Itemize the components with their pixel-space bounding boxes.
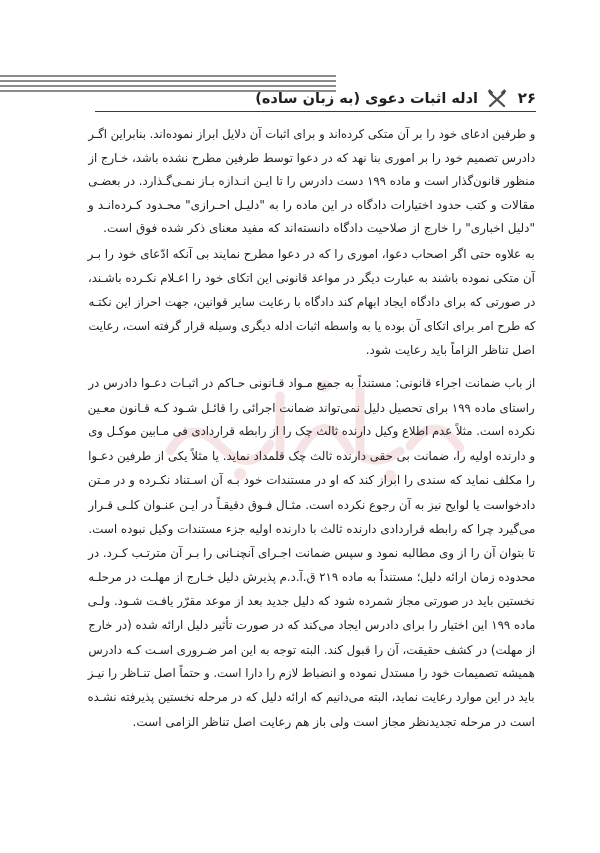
text-line: و طرفین ادعای خود را بر آن متکی کرده‌اند و برای اثبات آن دلایل ابراز نموده‌اند. بنابراین اگـر: [88, 127, 535, 141]
text-line: می‌گیرد چرا که رابطه قراردادی دارنده ثالث با دارنده اولیه جزء مستندات وکیل نبوده است.: [88, 522, 535, 536]
text-line: مقالات و کتب حدود اختیارات دادگاه در این ماده را به "دلیـل احـرازی" محـدود کـرده‌انـد و: [88, 198, 535, 212]
text-line: اصل تناظر الزاماً باید رعایت شود.: [365, 343, 535, 357]
text-line: باید در این موارد رعایت نماید، البته می‌دانیم که ارائه دلیل که در مرحله نخستین پذیرفته نشـده: [88, 690, 535, 704]
text-line: "دلیل اخباری" را خارج از صلاحیت دادگاه دانسته‌اند که مفید معنای ذکر شده فوق است.: [103, 221, 535, 235]
text-line: در صورتی که برای دادگاه ایجاد ابهام کند دادگاه با رعایت سایر قوانین، جهت احراز این نکتـه: [88, 295, 535, 309]
text-line: نخستین باید در صورتی مجاز شمرده شود که دلیل جدید بعد از موعد مقرّر یافـت شـود. ولـی: [88, 594, 535, 608]
crossed-ornament-icon: [487, 89, 507, 109]
text-line: به علاوه حتی اگر اصحاب دعوا، اموری را که در دعوا مطرح نمایند بی آنکه ادّعای خود را بـر: [88, 247, 535, 261]
text-line: و دارنده اولیه را، ضمانت بی حقی دارنده ثالث چک قلمداد نماید. یا مثلاً یکی از طرفین دعـوا: [88, 449, 535, 463]
text-line: که طرح امر برای اتکای آن بوده یا به واسطه اثبات ادله دیگری وسیله قرار گرفته است، رعایت: [88, 319, 535, 333]
text-line: ماده ۱۹۹ این اختیار را برای دادرس ایجاد می‌کند که در صورت تأثیر دلیل ارائه شده (در خارج: [88, 618, 535, 632]
text-line: آن متکی نموده باشند به عبارت دیگر در مواعد قانونی این اتکای خود را اعـلام نکـرده باشـند،: [88, 271, 535, 285]
page-number: ۲۶: [517, 89, 536, 107]
text-line: راستای ماده ۱۹۹ برای تحصیل دلیل نمی‌تواند ضمانت اجرائی را قائـل شـود کـه قـانون معـین: [88, 401, 535, 415]
page-title: ادله اثبات دعوی (به زبان ساده): [255, 91, 478, 107]
header-rule: [95, 111, 536, 112]
text-line: از باب ضمانت اجراء قانونی: مستنداً به جمیع مـواد قـانونی حـاکم در اثبـات دعـوا دادرس در: [88, 376, 535, 390]
text-line: دادرس تصمیم خود را بر اموری بنا نهد که در دعوا توسط طرفین مطرح نشده باشد، خـارج از: [88, 151, 535, 165]
text-line: است در مرحله تجدیدنظر مجاز است ولی باز هم رعایت اصل تناظر الزامی است.: [132, 715, 535, 729]
text-line: محدوده زمان ارائه دلیل؛ مستنداً به ماده ۲۱۹ ق.آ.د.م پذیرش دلیل خـارج از مهلـت در مرحلـه: [88, 570, 535, 584]
text-line: از مهلت) در کشف حقیقت، آن را قبول کند. البته توجه به این امر ضـروری اسـت کـه دادرس: [88, 643, 535, 657]
text-line: منظور قانون‌گذار است و ماده ۱۹۹ دست دادرس را تا ایـن انـدازه بـاز نمـی‌گـذارد. در بعضـی: [88, 174, 535, 188]
text-line: همیشه تصمیمات خود را مستدل نموده و انضباط لازم را دارا است. و حتماً اصل تنـاظر را نیـز: [88, 666, 535, 680]
text-line: تا بتوان آن را از وی مطالبه نمود و سپس ضمانت اجـرای آنچنـانی را بـر آن مترتـب کـرد. در: [88, 546, 535, 560]
text-line: را مکلف نماید که سندی را ابراز کند که او در مستندات خود بـه آن اسـتناد نکـرده و در مـتن: [88, 473, 535, 487]
text-line: نکرده است. مثلاً عدم اطلاع وکیل دارنده ثالث چک را از رابطه قراردادی فی مـابین موکـل وی: [88, 424, 535, 438]
text-line: دادخواست یا لوایح نیز به آن رجوع نکرده است. مثـال فـوق دقیقـاً در ایـن عنـوان کلـی قـرار: [88, 498, 535, 512]
